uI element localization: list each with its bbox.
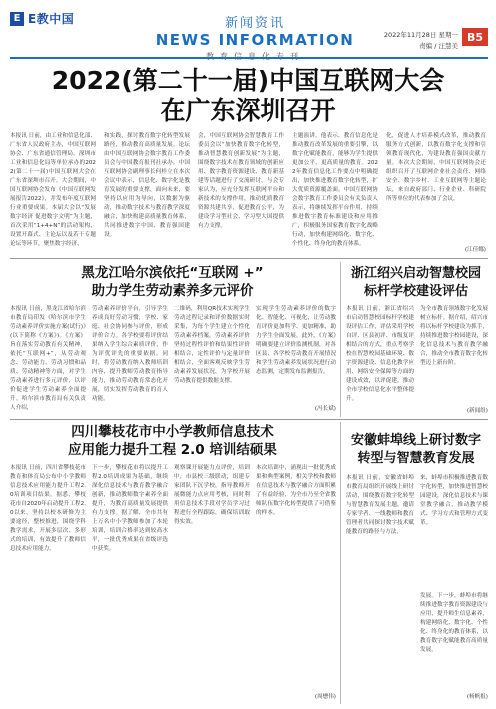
article5-col-3: 发展。下一步，蚌埠市将继续推进数字教育资源建设与应用，提升师生信息素养，构建网络化、数字化、个性化、终身化的教育体系，以教育数字化赋能教育高质量发展。	[420, 593, 488, 653]
column-rule-2	[340, 422, 341, 704]
article4-col-1: 本报讯 日前，四川省攀枝花市教育和体育局公布中小学教师信息技术应用能力提升工程2.0培训项目结果。据悉，攀枝花市自2020年启动提升工程2.0以来，坚持以校本研修为主要途径，整校推进，围绕学科教学需求，开展多层次、多形式的培训，有效提升了教师信息技术应用能力，	[10, 465, 86, 552]
article4-col-3: 观察课开展能力点评价，培训中，市县校三级联动，组建专家团队下沉学校，指导教师开展微能力点应用考核，同时利用信息技术手段对学员学习过程进行全程跟踪，确保培训取得实效。	[174, 465, 250, 525]
article2-headline-line2: 助力学生劳动素养多元评价	[91, 283, 254, 299]
article5-byline: (杨帆报)	[466, 694, 488, 700]
column-rule	[340, 262, 341, 417]
article2-col-2: 劳动素养评价平台，引导学生养成良好劳动习惯，学校、家庭、社会协同参与评价，形成评价合力。各学校要将评价结果纳入学生综合素质评价，作为评优评先的重要依据。同时，将劳动教育纳入教师培训内容，提升教师劳动教育指导能力，推动劳动教育常态化开展，切实发挥劳动教育的育人功能。	[92, 306, 168, 402]
issue-date: 2022年11月28日 星期一	[383, 31, 458, 39]
editor-credit: 责编 / 汪慧美	[419, 42, 458, 50]
article3-headline-line2: 标杆学校建设评估	[363, 284, 468, 299]
section-divider-2	[10, 419, 488, 420]
article4-byline: (周懋伟)	[314, 694, 336, 700]
article2-col-1: 本报讯 日前，黑龙江省哈尔滨市教育局印发《哈尔滨市学生劳动素养评价实施方案(试行)》(以下简称《方案》)。《方案》旨在落实劳动教育有关精神，依托“互联网+”，从劳动观念、劳动能力、劳动习惯和品质、劳动精神等方面，对学生劳动素养进行多元评价，以评价促进学生劳动素养全面提升。哈尔滨市教育局有关负责人介绍，	[10, 306, 86, 411]
section-title-en: NEWS INFORMATION	[155, 31, 355, 49]
section-divider	[10, 258, 488, 259]
logo-mark-icon: E	[10, 12, 24, 26]
lead-col-5: 化，促进人才培养模式改革，推动教育服务方式创新，以教育数字化支撑和引领教育现代化，为建设教育强国贡献力量。本次大会期间，中国互联网协会还组织召开了互联网企业社会责任、网络安全、数字乡村、工业互联网等主题论坛，来自政府部门、行业企业、科研院所等单位的代表参加了会议。	[386, 133, 486, 202]
article3-byline: (新闻组)	[466, 408, 488, 414]
lead-col-2: 和实践，探讨教育数字化转型发展路径，推动教育高质量发展。论坛由中国互联网协会数字教育工作委员会与中国教育报刊社承办。中国互联网协会副理事长何桂立在本次会议中表示，信息化、数字化是教育发展的重要支撑，面向未来，要坚持以应用为导向，以数据为驱动，推动数字技术与教育教学深度融合，加快构建高质量教育体系，共同推进数字中国、教育强国建设。	[104, 133, 190, 238]
article3-col-2: 为全市教育领域数字化发展树立标杆。据介绍，绍兴市将以标杆学校建设为抓手，持续推进数字校园建设，深化信息技术与教育教学融合，推动全市教育数字化转型迈上新台阶。	[420, 306, 488, 366]
article2-col-3: 二维码，利用QR技术实现学生劳动过程记录和评价数据实时采集，为每个学生建立个性化劳动素养档案。劳动素养评价坚持过程性评价和结果性评价相结合，定性评价与定量评价相结合，全面客观反映学生劳动素养发展状况，为学校开展劳动教育提供数据支撑。	[174, 306, 250, 384]
section-banner	[150, 12, 360, 62]
article5-headline-line2: 转型与智慧教育发展	[357, 451, 475, 466]
lead-col-4: 主题演讲。他表示，教育信息化是推动教育改革发展的重要引擎，以数字化赋能教育，能够为学生提供更加公平、更高质量的教育。2022年教育信息化工作要点中明确提出，加快推进教育数字化转型，扩大优质资源覆盖面。中国互联网协会数字教育工作委员会有关负责人表示，将继续发挥平台作用，持续推进数字教育标准建设和应用推广，积极服务国家教育数字化战略行动，加快构建网络化、数字化、个性化、终身化的教育体系。	[292, 133, 378, 247]
article3-col-1: 本报讯 日前，浙江省绍兴市启动智慧校园标杆学校建设评估工作，评估采用学校自评、区县初评、市级复评相结合的方式，重点考察学校在智慧校园基础环境、数字资源建设、信息化教学应用、网络安全保障等方面的建设成效，以评促建，推动全市学校信息化水平整体提升。	[346, 306, 414, 402]
article2-byline: (冯长斌)	[314, 406, 336, 412]
article4-col-2: 下一步，攀枝花市将以提升工程2.0培训成果为基础，继续深化信息技术与教育教学融合创新，推动教师数字素养全面提升，为教育高质量发展提供有力支撑。据了解，全市共有上万名中小学教师参加了本轮培训，培训合格率达到较高水平，一批优秀成果在省级评选中获奖。	[92, 465, 168, 552]
article5-headline-line1: 安徽蚌埠线上研讨数字	[350, 433, 481, 448]
article4-col-4: 本次培训中，涌现出一批优秀成果和典型案例，相关学校和教师在信息技术与教学融合方面积累了有益经验，为全市乃至全省教师队伍数字化转型提供了可借鉴的样本。	[256, 465, 336, 516]
lead-col-1: 本报讯 日前，由工业和信息化部、广东省人民政府主办，中国互联网协会、广东省通信管理局、深圳市工业和信息化局等单位承办的2022(第二十一届)中国互联网大会在广东省深圳市召开。大会期间，中国互联网协会发布《中国互联网发展报告2022》，并发布年度互联网行业重要成果。本届大会以“发展数字经济 促进数字文明”为主题，首次采用“1+4+N”的活动架构，设置开幕式、主论坛以及若干专题论坛等环节，聚焦数字经济、	[10, 133, 96, 247]
header-rule	[10, 57, 488, 59]
logo-text: E教中国	[28, 12, 75, 26]
article4-headline-line1: 四川攀枝花市中小学教师信息技术	[71, 424, 274, 440]
section-title-cn: 新闻资讯	[224, 16, 285, 31]
lead-col-3: 会，中国互联网协会智慧教育工作委员会以“加快教育数字化转型，推动智慧教育创新发展”为主题，围绕数字技术在教育领域的创新应用、数字教育资源建设、教育新基建等话题进行了交流研讨。与会专家认为，应充分发挥互联网平台和新技术的支撑作用，推动优质教育资源共建共享，促进教育公平，为建设学习型社会、学习型大国提供有力支撑。	[198, 133, 284, 229]
article4-headline-line2: 应用能力提升工程 2.0 培训结硕果	[68, 442, 277, 458]
lead-headline-line2: 在广东深圳召开	[160, 96, 336, 125]
article3-headline-line1: 浙江绍兴启动智慧校园	[350, 266, 481, 281]
page-number-badge: B5	[462, 28, 488, 46]
article5-col-1: 本报讯 日前，安徽省蚌埠市教育局组织开展线上研讨活动，围绕教育数字化转型与智慧教育发展主题，邀请专家学者、一线教师和教育管理者共同探讨数字技术赋能教育的路径与方法，	[346, 475, 414, 535]
article2-col-4: 实现学生劳动素养评价的数字化、智能化、可视化，让劳动教育评价更加科学、更加精准，助力学生全面发展。此外，《方案》明确要建立评价监测机制，对各区县、各学校劳动教育开展情况和学生劳动素养发展状况进行动态监测，定期发布监测报告。	[256, 306, 336, 375]
lead-byline: (江佳娜)	[464, 247, 486, 253]
article5-col-2: 来，蚌埠市积极推进教育数字化转型，加快推进智慧校园建设，深化信息技术与课堂教学融合，推动教学模式、学习方式和管理方式变革。	[420, 475, 488, 526]
lead-headline-line1: 2022(第二十一届)中国互联网大会	[51, 66, 445, 95]
article2-headline-line1: 黑龙江哈尔滨依托“互联网 +”	[81, 265, 264, 281]
issue-info	[384, 30, 458, 52]
site-logo	[10, 10, 74, 27]
